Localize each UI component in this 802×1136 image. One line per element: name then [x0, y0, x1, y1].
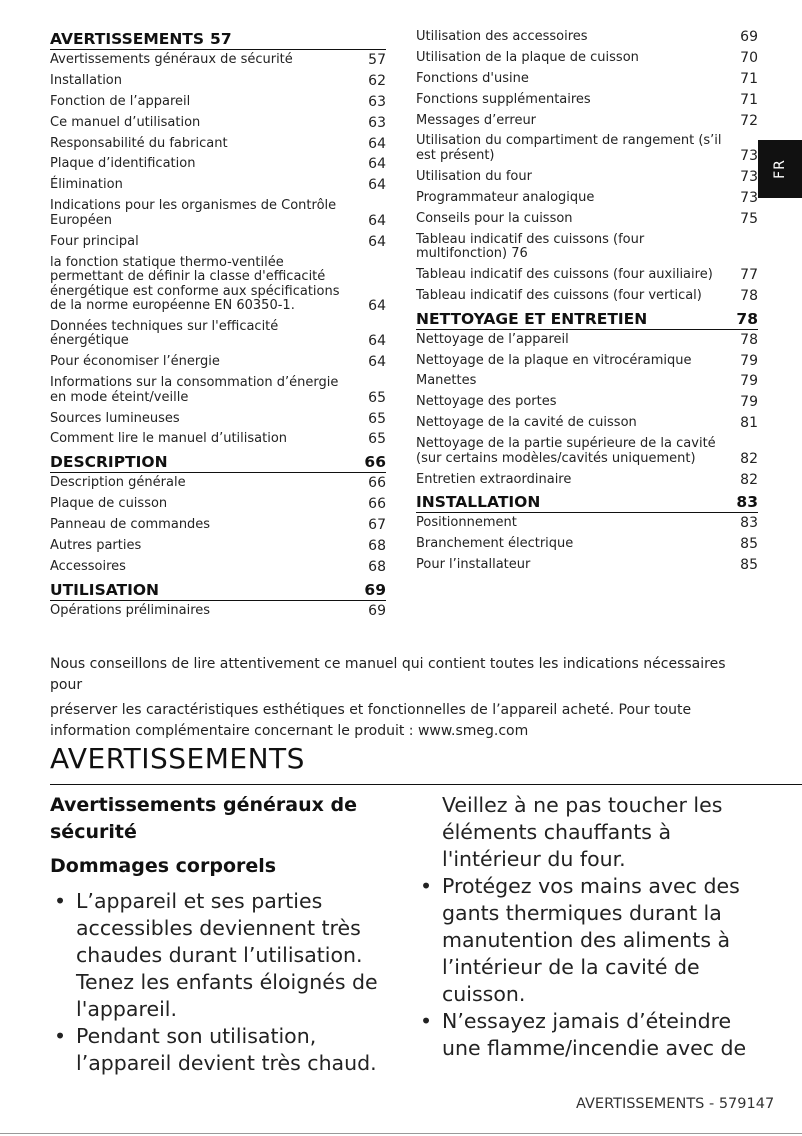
toc-entry-page: 66: [368, 496, 386, 513]
toc-entry-label: Branchement électrique: [416, 536, 574, 552]
toc-entry-label: Tableau indicatif des cuissons (four auxiliaire): [416, 266, 713, 282]
toc-entry-label: Four principal: [50, 233, 139, 249]
toc-entry-page: 64: [368, 156, 386, 173]
section-divider: [50, 784, 802, 785]
toc-section-heading: [416, 310, 758, 330]
right-bullet-list: [416, 873, 762, 1062]
toc-entry-page: 64: [368, 135, 386, 152]
bullet-item: • Pendant son utilisation, l’appareil devient très chaud.: [50, 1023, 390, 1077]
toc-entry-label: Responsabilité du fabricant: [50, 135, 228, 151]
toc-entry[interactable]: [416, 289, 758, 304]
toc-entry[interactable]: [50, 137, 386, 152]
toc-entry-label: Programmateur analogique: [416, 189, 595, 205]
toc-entry[interactable]: [416, 354, 758, 369]
toc-entry-label: Plaque d’identification: [50, 156, 196, 172]
toc-section-label: DESCRIPTION: [50, 453, 168, 472]
toc-entry-label: Positionnement: [416, 515, 517, 531]
toc-entry-label: Informations sur la consommation d’énergie en mode éteint/veille: [50, 375, 339, 405]
toc-left-column: [50, 30, 386, 625]
toc-entry-page: 70: [740, 49, 758, 66]
safety-heading: Avertissements généraux de sécurité: [50, 794, 357, 843]
toc-section-heading: [50, 581, 386, 601]
toc-entry[interactable]: [416, 30, 758, 45]
toc-entry-page: 78: [740, 287, 758, 304]
toc-entry-page: 64: [368, 233, 386, 250]
toc-entry[interactable]: [416, 72, 758, 87]
toc-entry[interactable]: [50, 256, 386, 314]
toc-entry-label: Pour économiser l’énergie: [50, 354, 220, 370]
toc-entry-label: Nettoyage de la plaque en vitrocéramique: [416, 352, 692, 368]
toc-entry[interactable]: [50, 376, 386, 405]
toc-entry-label: Autres parties: [50, 538, 142, 554]
toc-section-label: UTILISATION: [50, 580, 160, 599]
language-tab-label: FR: [772, 159, 788, 179]
toc-entry-page: 64: [368, 177, 386, 194]
toc-entry[interactable]: [416, 395, 758, 410]
toc-entry-label: Fonction de l’appareil: [50, 93, 191, 109]
toc-entry-label: Manettes: [416, 373, 477, 389]
toc-entry-label: Pour l’installateur: [416, 557, 531, 573]
toc-entry[interactable]: [50, 199, 386, 228]
toc-entry[interactable]: [416, 191, 758, 206]
toc-entry-page: 79: [740, 394, 758, 411]
page-footer: AVERTISSEMENTS - 579147: [576, 1096, 775, 1112]
toc-entry-page: 73: [740, 147, 758, 164]
bullet-continuation: Veillez à ne pas toucher les éléments chauffants à l'intérieur du four.: [442, 793, 723, 871]
toc-entry[interactable]: [416, 268, 758, 283]
intro-paragraph: [50, 654, 760, 742]
toc-entry-page: 64: [368, 298, 386, 315]
toc-entry-page: 79: [740, 373, 758, 390]
toc-entry-page: 72: [740, 112, 758, 129]
toc-entry[interactable]: [50, 412, 386, 427]
toc-entry[interactable]: [416, 537, 758, 552]
toc-entry-page: 63: [368, 114, 386, 131]
bullet-item: • N’essayez jamais d’éteindre une flamme/incendie avec de: [416, 1008, 762, 1062]
toc-entry-page: 66: [368, 475, 386, 492]
left-body-column: [50, 792, 390, 1077]
toc-entry[interactable]: [416, 333, 758, 348]
language-tab: [758, 140, 802, 198]
toc-entry-page: 57: [368, 52, 386, 68]
toc-entry-page: 65: [368, 389, 386, 406]
toc-entry-page: 62: [368, 72, 386, 89]
toc-entry-page: 68: [368, 538, 386, 555]
toc-entry[interactable]: [416, 51, 758, 66]
toc-entry-page: 68: [368, 558, 386, 575]
toc-entry-label: Données techniques sur l'efficacité énergétique: [50, 318, 279, 349]
toc-entry[interactable]: [50, 539, 386, 554]
toc-entry-page: 83: [740, 515, 758, 532]
toc-section-heading: [416, 493, 758, 513]
toc-section-label: INSTALLATION: [416, 493, 541, 512]
toc-entry[interactable]: [50, 320, 386, 349]
toc-entry-label: Utilisation du four: [416, 168, 532, 184]
toc-entry-label: Ce manuel d’utilisation: [50, 114, 201, 130]
toc-entry[interactable]: [416, 212, 758, 227]
toc-entry-page: 85: [740, 536, 758, 553]
toc-section-page: 78: [736, 309, 758, 328]
toc-entry[interactable]: [50, 497, 386, 512]
toc-entry-label: Fonctions supplémentaires: [416, 91, 591, 107]
toc-entry[interactable]: [416, 558, 758, 573]
toc-section-page: 83: [736, 493, 758, 512]
toc-section-label: AVERTISSEMENTS: [50, 30, 205, 48]
toc-entry-page: 64: [368, 212, 386, 229]
toc-entry[interactable]: [416, 114, 758, 129]
left-bullet-list: [50, 888, 390, 1077]
toc-entry-page: 75: [740, 210, 758, 227]
toc-entry[interactable]: [416, 233, 758, 262]
toc-entry-page: 69: [740, 29, 758, 45]
toc-entry-page: 82: [740, 450, 758, 467]
toc-entry-label: Opérations préliminaires: [50, 602, 211, 618]
toc-entry-label: Avertissements généraux de sécurité: [50, 52, 293, 67]
intro-line-1: Nous conseillons de lire attentivement ce manuel qui contient toutes les indications nécessaires pour: [50, 656, 726, 693]
right-body-column: [416, 792, 762, 1062]
toc-entry-label: la fonction statique thermo-ventilée permettant de définir la classe d'efficacité énergétique est conforme aux spécifications de la norme européenne EN 60350-1.: [50, 254, 340, 314]
toc-entry[interactable]: [50, 476, 386, 491]
toc-entry-label: Utilisation de la plaque de cuisson: [416, 49, 639, 65]
toc-entry-page: 73: [740, 189, 758, 206]
toc-entry[interactable]: [416, 416, 758, 431]
toc-entry-page: 71: [740, 70, 758, 87]
toc-entry-label: Utilisation des accessoires: [416, 29, 588, 44]
toc-entry-label: Description générale: [50, 475, 186, 491]
injury-subheading: Dommages corporels: [50, 855, 277, 877]
footer-divider: [0, 1133, 802, 1134]
toc-section-heading: [50, 453, 386, 473]
toc-entry-page: 77: [740, 266, 758, 283]
toc-entry[interactable]: [50, 157, 386, 172]
toc-section-page: 69: [364, 580, 386, 599]
toc-entry[interactable]: [50, 235, 386, 250]
toc-entry[interactable]: [50, 74, 386, 89]
toc-entry[interactable]: [50, 95, 386, 110]
toc-entry-page: 64: [368, 333, 386, 350]
toc-section-page-inline: 57: [210, 30, 232, 48]
toc-entry-page: 71: [740, 91, 758, 108]
toc-entry-label: Nettoyage des portes: [416, 394, 557, 410]
toc-entry-page: 82: [740, 471, 758, 488]
toc-entry[interactable]: [50, 355, 386, 370]
toc-entry-label: Tableau indicatif des cuissons (four multifonction) 76: [416, 231, 645, 262]
toc-entry-label: Indications pour les organismes de Contrôle Européen: [50, 198, 337, 228]
toc-entry[interactable]: [416, 93, 758, 108]
toc-entry-page: 78: [740, 331, 758, 348]
toc-entry-page: 65: [368, 410, 386, 427]
toc-entry-label: Utilisation du compartiment de rangement (s’il est présent): [416, 133, 722, 163]
toc-entry-page: 65: [368, 431, 386, 448]
toc-entry-page: 79: [740, 352, 758, 369]
intro-line-2: préserver les caractéristiques esthétiques et fonctionnelles de l’appareil acheté. Pour toute information complémentaire concernant le produit : www.smeg.com: [50, 702, 692, 739]
toc-entry-label: Nettoyage de la partie supérieure de la cavité (sur certains modèles/cavités uniquement): [416, 436, 716, 466]
toc-section-page: 66: [364, 453, 386, 472]
toc-entry-page: 64: [368, 354, 386, 371]
toc-entry-page: 67: [368, 517, 386, 534]
toc-entry-label: Comment lire le manuel d’utilisation: [50, 431, 288, 447]
toc-entry-page: 73: [740, 168, 758, 185]
toc-entry-label: Conseils pour la cuisson: [416, 210, 573, 226]
toc-entry-label: Entretien extraordinaire: [416, 471, 572, 487]
section-title: AVERTISSEMENTS: [50, 742, 305, 775]
toc-entry[interactable]: [416, 170, 758, 185]
toc-entry[interactable]: [50, 560, 386, 575]
toc-entry-label: Accessoires: [50, 558, 126, 574]
toc-entry-page: 81: [740, 415, 758, 432]
toc-entry[interactable]: [416, 134, 758, 163]
toc-entry-page: 69: [368, 602, 386, 619]
toc-entry[interactable]: [416, 437, 758, 466]
toc-entry-label: Fonctions d'usine: [416, 70, 529, 86]
toc-entry[interactable]: [416, 473, 758, 488]
toc-entry[interactable]: [50, 53, 386, 68]
toc-section-label: NETTOYAGE ET ENTRETIEN: [416, 309, 648, 328]
toc-entry[interactable]: [50, 432, 386, 447]
toc-entry[interactable]: [416, 374, 758, 389]
toc-entry[interactable]: [50, 116, 386, 131]
toc-right-column: [416, 30, 758, 579]
toc-entry-label: Nettoyage de l’appareil: [416, 331, 569, 347]
toc-entry-label: Nettoyage de la cavité de cuisson: [416, 415, 637, 431]
toc-section-heading: [50, 30, 386, 50]
toc-entry[interactable]: [50, 178, 386, 193]
toc-entry-label: Tableau indicatif des cuissons (four vertical): [416, 287, 702, 303]
toc-entry-page: 85: [740, 557, 758, 574]
toc-entry-label: Messages d’erreur: [416, 112, 537, 128]
toc-entry-label: Installation: [50, 72, 123, 88]
bullet-item: • L’appareil et ses parties accessibles deviennent très chaudes durant l’utilisation. Tenez les enfants éloignés de l'appareil.: [50, 888, 390, 1023]
toc-entry-label: Plaque de cuisson: [50, 496, 168, 512]
toc-entry[interactable]: [50, 518, 386, 533]
toc-entry-page: 63: [368, 93, 386, 110]
toc-entry-label: Sources lumineuses: [50, 410, 180, 426]
toc-entry-label: Élimination: [50, 177, 123, 193]
toc-entry-label: Panneau de commandes: [50, 517, 211, 533]
bullet-item: • Protégez vos mains avec des gants thermiques durant la manutention des aliments à l’intérieur de la cavité de cuisson.: [416, 873, 762, 1008]
toc-entry[interactable]: [50, 604, 386, 619]
toc-entry[interactable]: [416, 516, 758, 531]
